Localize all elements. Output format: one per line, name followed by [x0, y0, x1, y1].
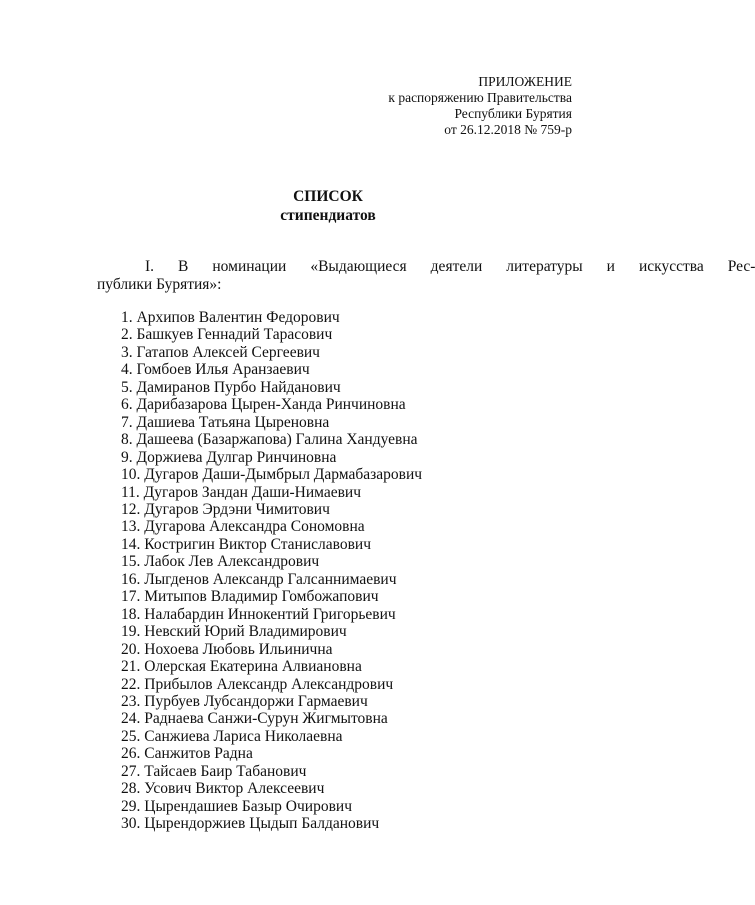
list-item: 23. Пурбуев Лубсандоржи Гармаевич: [121, 692, 368, 710]
list-item: 25. Санжиева Лариса Николаевна: [121, 727, 343, 745]
list-item: 30. Цырендоржиев Цыдып Балданович: [121, 815, 380, 833]
list-item: 26. Санжитов Радна: [121, 745, 253, 763]
list-item: 9. Доржиева Дулгар Ринчиновна: [121, 448, 337, 466]
list-item: 17. Митыпов Владимир Гомбожапович: [121, 588, 379, 606]
nomination-word: номинации: [212, 258, 287, 275]
list-item: 2. Башкуев Геннадий Тарасович: [121, 326, 333, 344]
nomination-word: Рес-: [727, 258, 755, 275]
list-item: 24. Раднаева Санжи-Сурун Жигмытовна: [121, 710, 388, 728]
list-item: 4. Гомбоев Илья Аранзаевич: [121, 361, 310, 379]
list-item: 27. Тайсаев Баир Табанович: [121, 762, 307, 780]
nomination-word: искусства: [638, 258, 704, 275]
title-subject: стипендиатов: [280, 207, 376, 224]
nomination-word: «Выдающиеся: [310, 258, 407, 275]
appendix-republic: Республики Бурятия: [454, 106, 572, 121]
list-item: 19. Невский Юрий Владимирович: [121, 623, 347, 641]
list-item: 3. Гатапов Алексей Сергеевич: [121, 343, 320, 361]
nomination-word: литературы: [506, 258, 583, 275]
nomination-word: и: [606, 258, 615, 275]
list-item: 1. Архипов Валентин Федорович: [121, 309, 340, 326]
list-item: 18. Налабардин Иннокентий Григорьевич: [121, 605, 396, 623]
list-item: 7. Дашиева Татьяна Цыреновна: [121, 413, 330, 431]
list-item: 11. Дугаров Зандан Даши-Нимаевич: [121, 483, 362, 501]
list-item: 21. Олерская Екатерина Алвиановна: [121, 658, 362, 676]
list-item: 13. Дугарова Александра Сономовна: [121, 518, 365, 536]
nomination-line-1: [97, 258, 755, 276]
document-title: [0, 187, 640, 225]
nomination-word: I.: [145, 258, 155, 275]
list-item: 22. Прибылов Александр Александрович: [121, 675, 394, 693]
list-item: 6. Дарибазарова Цырен-Ханда Ринчиновна: [121, 396, 406, 414]
list-item: 15. Лабок Лев Александрович: [121, 553, 320, 571]
nomination-word: деятели: [430, 258, 483, 275]
appendix-label: ПРИЛОЖЕНИЕ: [478, 74, 572, 89]
list-item: 29. Цырендашиев Базыр Очирович: [121, 797, 352, 815]
nomination-word: В: [178, 258, 189, 275]
appendix-header: [388, 74, 572, 138]
list-item: 8. Дашеева (Базаржапова) Галина Хандуевна: [121, 431, 418, 449]
appendix-date-number: от 26.12.2018 № 759-р: [444, 122, 572, 137]
list-item: 20. Нохоева Любовь Ильинична: [121, 640, 333, 658]
list-item: 10. Дугаров Даши-Дымбрыл Дармабазарович: [121, 466, 423, 484]
list-item: 5. Дамиранов Пурбо Найданович: [121, 378, 341, 396]
nomination-heading: [97, 258, 755, 294]
list-item: 28. Усович Виктор Алексеевич: [121, 780, 325, 798]
appendix-order-reference: к распоряжению Правительства: [388, 90, 572, 105]
list-item: 16. Лыгденов Александр Галсаннимаевич: [121, 570, 397, 588]
list-item: 12. Дугаров Эрдэни Чимитович: [121, 500, 330, 518]
nomination-line-2: публики Бурятия»:: [97, 276, 222, 293]
recipient-list: [121, 309, 422, 833]
title-list: СПИСОК: [293, 188, 363, 205]
list-item: 14. Костригин Виктор Станиславович: [121, 535, 371, 553]
